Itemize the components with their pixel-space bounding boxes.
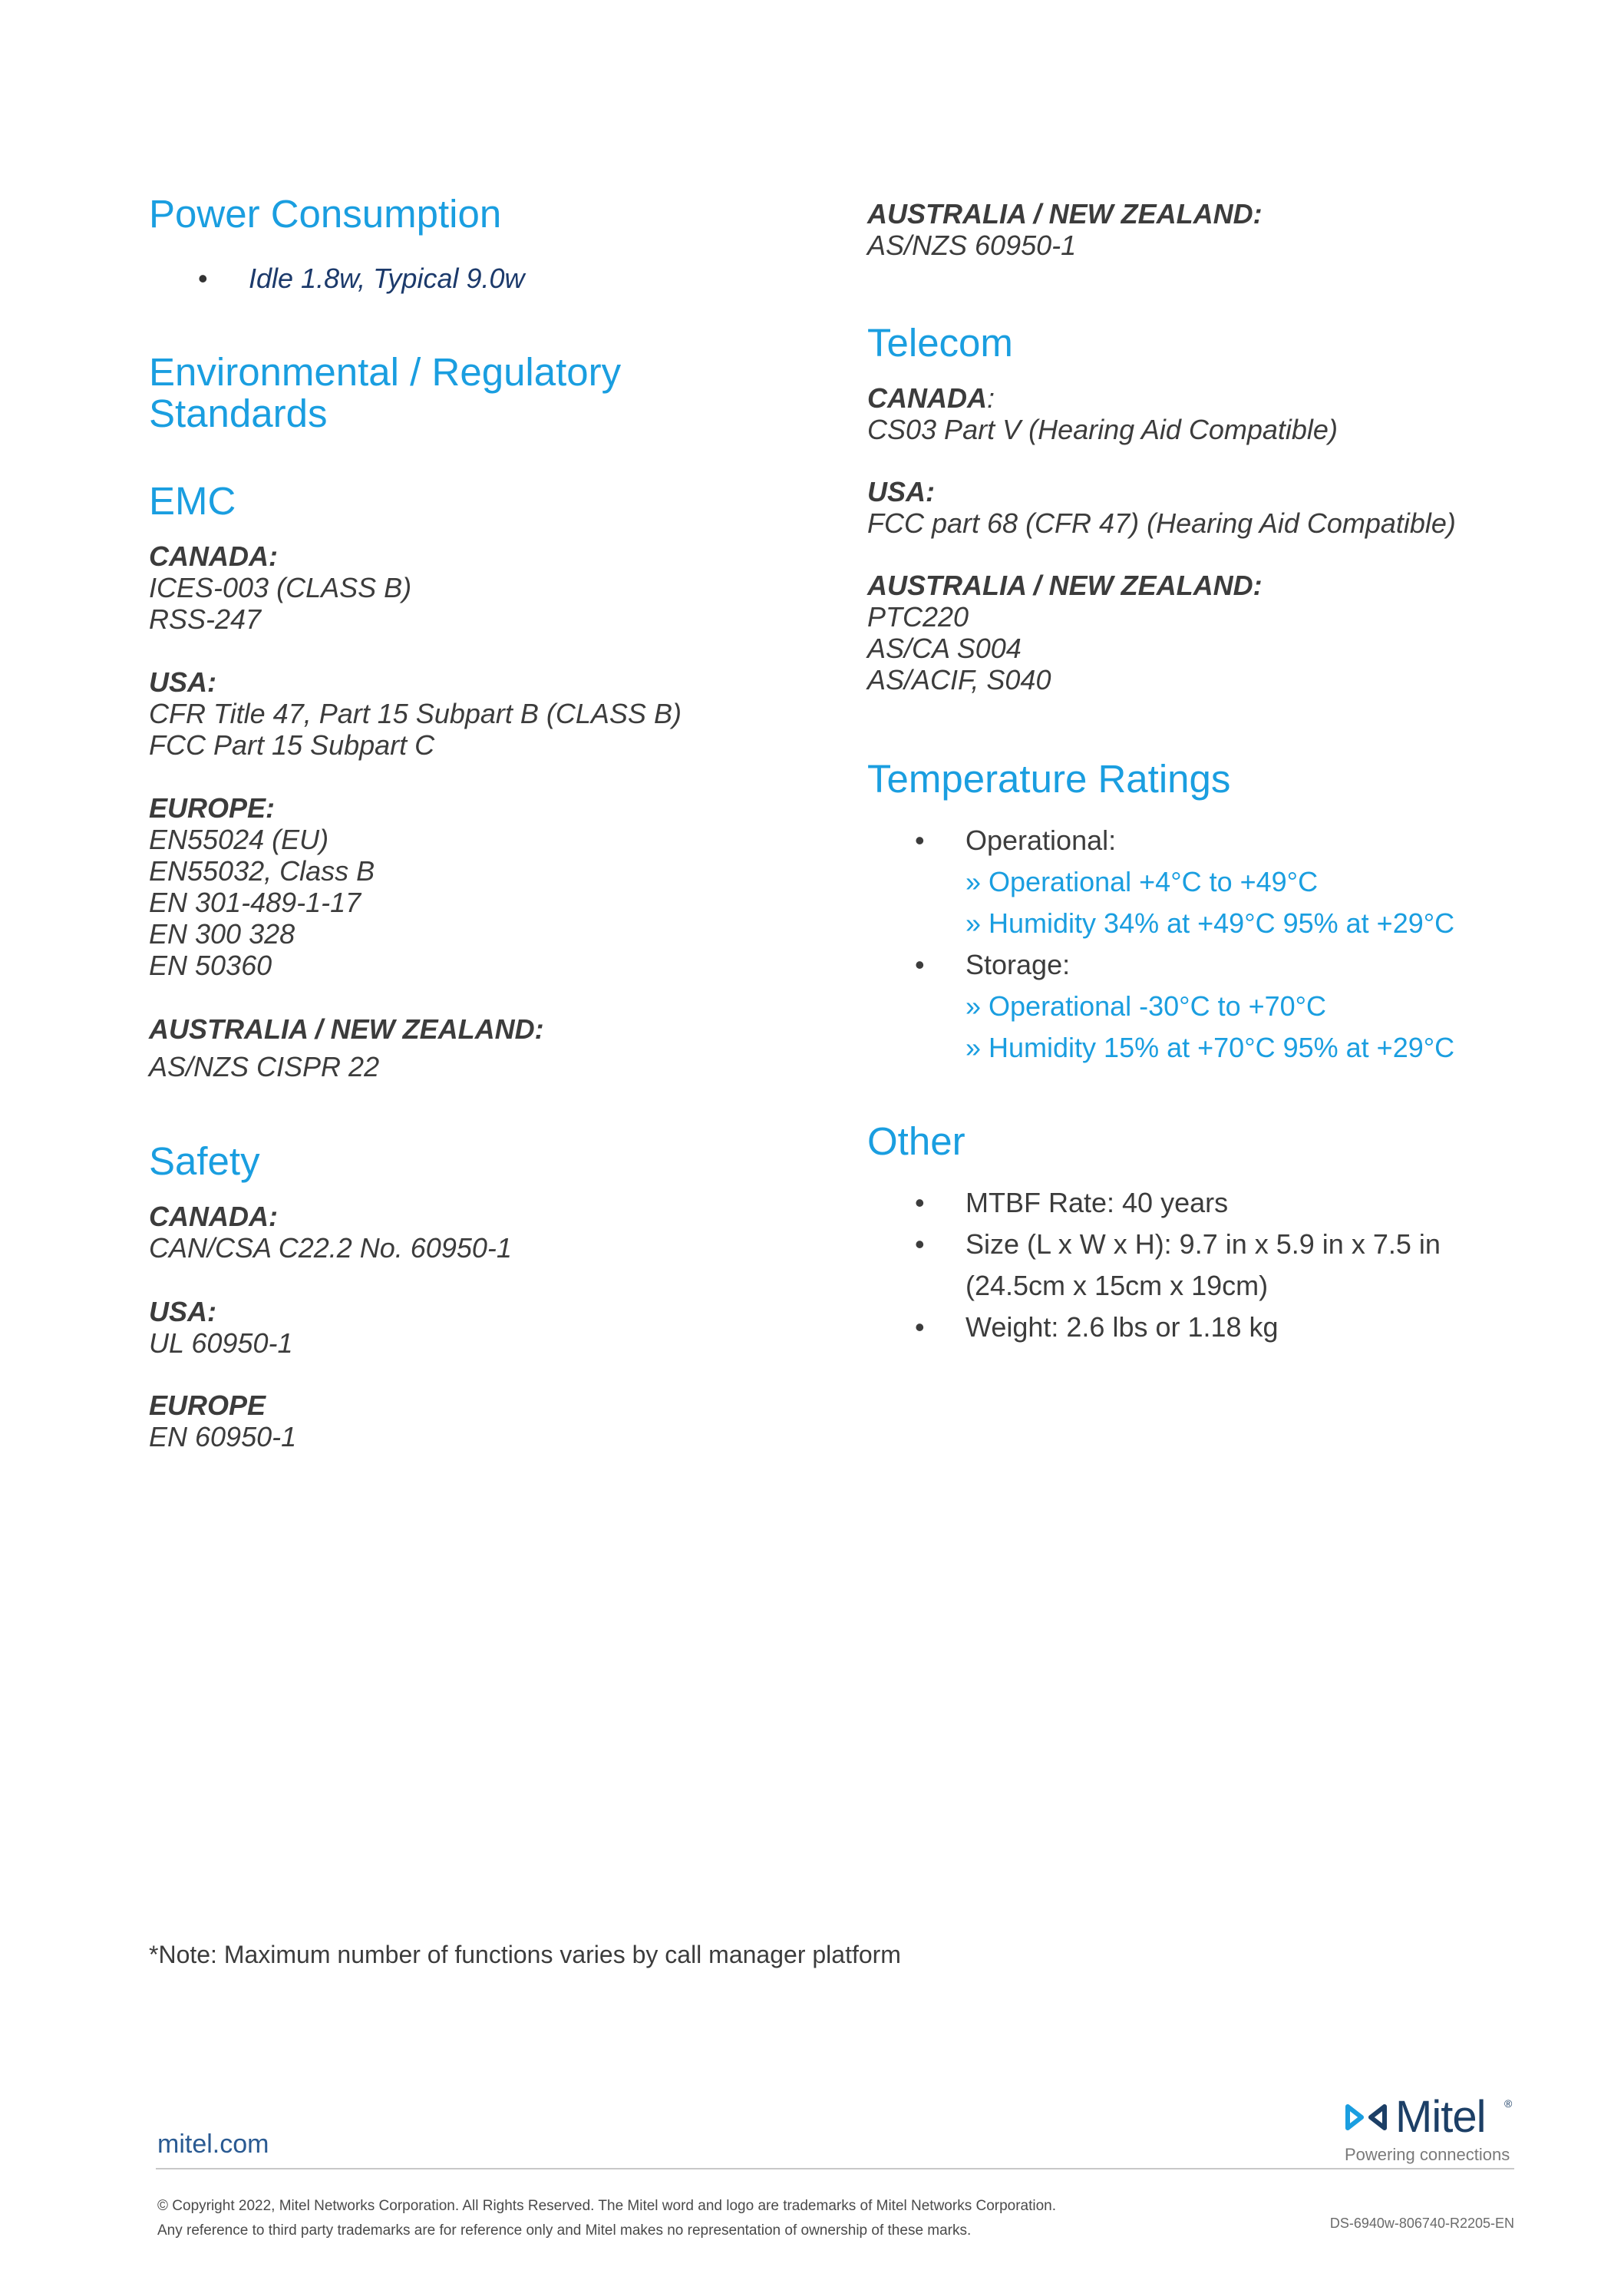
telecom-anz-line: PTC220: [867, 601, 969, 633]
telecom-usa-label: USA:: [867, 476, 935, 507]
temp-operational-bullet: [915, 824, 1117, 856]
footer-divider: [156, 2168, 1514, 2169]
temperature-heading: Temperature Ratings: [867, 757, 1231, 801]
safety-usa-label: USA:: [149, 1296, 216, 1327]
emc-europe-line: EN55032, Class B: [149, 855, 375, 887]
temp-operational-humidity: » Humidity 34% at +49°C 95% at +29°C: [965, 907, 1455, 939]
document-id: DS-6940w-806740-R2205-EN: [1329, 2216, 1514, 2231]
telecom-anz-label: AUSTRALIA / NEW ZEALAND:: [867, 570, 1263, 601]
other-heading: Other: [867, 1119, 965, 1163]
emc-anz: [149, 1013, 544, 1082]
bullet-icon: •: [915, 1228, 925, 1260]
other-weight: [915, 1311, 1279, 1343]
emc-canada: [149, 540, 411, 635]
safety-europe: [149, 1390, 296, 1452]
mitel-logo-word: Mitel: [1395, 2092, 1486, 2142]
emc-europe-line: EN 301-489-1-17: [149, 887, 361, 918]
telecom-anz: [867, 570, 1263, 696]
emc-europe-label: EUROPE:: [149, 792, 276, 824]
bullet-icon: •: [198, 263, 208, 294]
safety-canada-line: CAN/CSA C22.2 No. 60950-1: [149, 1232, 512, 1264]
temp-storage-label: Storage:: [965, 949, 1071, 980]
emc-usa-line: FCC Part 15 Subpart C: [149, 729, 435, 761]
temp-storage-humidity: » Humidity 15% at +70°C 95% at +29°C: [965, 1032, 1455, 1063]
footnote: *Note: Maximum number of functions varies by call manager platform: [149, 1941, 901, 1968]
power-heading: Power Consumption: [149, 192, 502, 236]
emc-anz-line: AS/NZS CISPR 22: [149, 1051, 380, 1082]
other-item-text: Size (L x W x H): 9.7 in x 5.9 in x 7.5 in: [965, 1228, 1441, 1260]
safety-europe-label: EUROPE: [149, 1390, 266, 1421]
telecom-anz-line: AS/CA S004: [867, 633, 1022, 664]
mitel-link[interactable]: mitel.com: [157, 2130, 269, 2159]
env-heading-line1: Environmental / Regulatory: [149, 350, 622, 394]
safety-usa: [149, 1296, 293, 1359]
emc-canada-line: ICES-003 (CLASS B): [149, 572, 412, 603]
safety-canada-label: CANADA:: [149, 1201, 278, 1232]
safety-anz-label: AUSTRALIA / NEW ZEALAND:: [867, 198, 1263, 230]
telecom-canada-label: CANADA:: [867, 382, 995, 414]
env-heading-line2: Standards: [149, 392, 328, 435]
other-item-text: MTBF Rate: 40 years: [965, 1187, 1229, 1218]
emc-europe-line: EN55024 (EU): [149, 824, 329, 855]
copyright-line: Any reference to third party trademarks are for reference only and Mitel makes no representation of ownership of these marks.: [157, 2222, 972, 2239]
telecom-usa: [867, 476, 1456, 539]
other-item-text: Weight: 2.6 lbs or 1.18 kg: [965, 1311, 1279, 1343]
power-bullet-text: Idle 1.8w, Typical 9.0w: [249, 263, 525, 294]
safety-heading: Safety: [149, 1139, 260, 1183]
power-bullet: [198, 263, 525, 294]
bullet-icon: •: [915, 1187, 925, 1218]
emc-usa-label: USA:: [149, 666, 216, 698]
copyright-line: © Copyright 2022, Mitel Networks Corporation. All Rights Reserved. The Mitel word and logo are trademarks of Mitel Networks Corporation.: [157, 2198, 1057, 2214]
mitel-tagline: Powering connections: [1345, 2145, 1510, 2164]
registered-mark-icon: ®: [1504, 2097, 1513, 2110]
emc-anz-label: AUSTRALIA / NEW ZEALAND:: [149, 1013, 544, 1045]
emc-heading: EMC: [149, 479, 236, 523]
telecom-heading: Telecom: [867, 321, 1013, 365]
safety-anz: [867, 198, 1263, 261]
bullet-icon: •: [915, 1311, 925, 1343]
telecom-anz-line: AS/ACIF, S040: [867, 664, 1051, 696]
copyright: [157, 2194, 1056, 2243]
emc-europe-line: EN 50360: [149, 950, 272, 981]
temp-operational-range: » Operational +4°C to +49°C: [965, 866, 1319, 897]
temp-operational-label: Operational:: [965, 824, 1117, 856]
emc-canada-label: CANADA:: [149, 540, 278, 572]
safety-europe-line: EN 60950-1: [149, 1421, 297, 1452]
bullet-icon: •: [915, 949, 925, 980]
temp-storage-range: » Operational -30°C to +70°C: [965, 990, 1327, 1022]
other-size: [915, 1228, 1441, 1260]
telecom-canada-line: CS03 Part V (Hearing Aid Compatible): [867, 414, 1338, 445]
temp-storage-bullet: [915, 949, 1071, 980]
mitel-logo: [1345, 2094, 1513, 2163]
env-heading: [149, 352, 621, 435]
emc-usa: [149, 666, 682, 761]
other-mtbf: [915, 1187, 1229, 1218]
bullet-icon: •: [915, 824, 925, 856]
other-size-metric: [965, 1270, 1268, 1301]
safety-usa-line: UL 60950-1: [149, 1327, 293, 1359]
other-item-text: (24.5cm x 15cm x 19cm): [965, 1270, 1269, 1301]
mitel-logo-icon: [1345, 2102, 1388, 2133]
safety-anz-line: AS/NZS 60950-1: [867, 230, 1077, 261]
emc-europe-line: EN 300 328: [149, 918, 295, 950]
telecom-usa-line: FCC part 68 (CFR 47) (Hearing Aid Compatible): [867, 507, 1456, 539]
safety-canada: [149, 1201, 512, 1264]
emc-europe: [149, 792, 375, 981]
emc-usa-line: CFR Title 47, Part 15 Subpart B (CLASS B): [149, 698, 682, 729]
telecom-canada: [867, 382, 1338, 445]
emc-canada-line: RSS-247: [149, 603, 262, 635]
